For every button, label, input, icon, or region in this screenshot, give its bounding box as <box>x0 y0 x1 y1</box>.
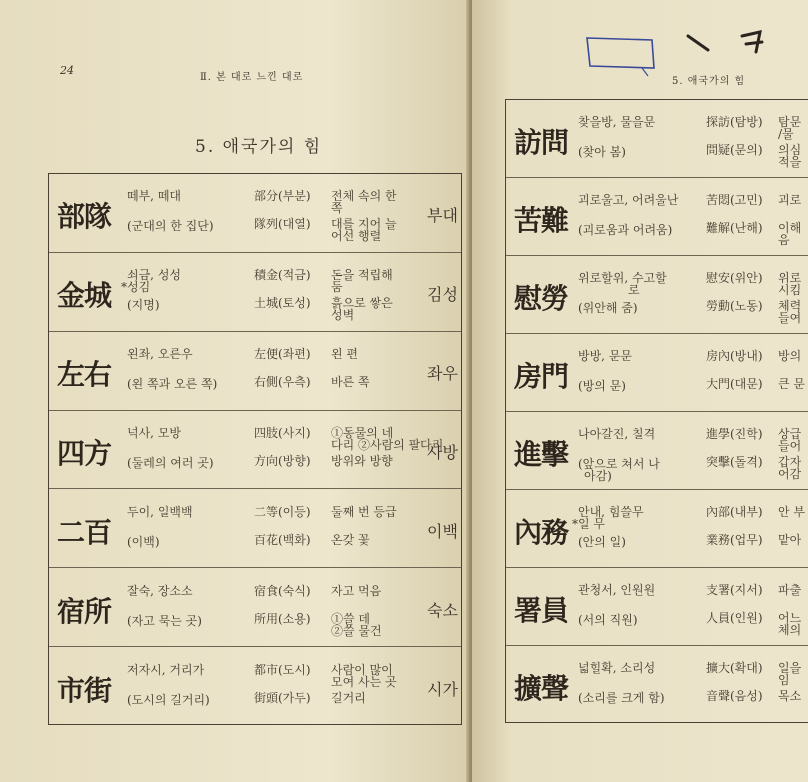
page-number: 24 <box>60 64 74 77</box>
korean-meaning: (자고 묵는 곳) <box>127 613 202 628</box>
hanja-gloss: 넓힐확, 소리성 <box>578 661 656 675</box>
related-meaning: 둘째 번 등급 <box>331 504 397 519</box>
running-head: Ⅱ. 본 대로 느낀 대로 <box>200 72 304 83</box>
related-meaning: 사람이 많이 <box>331 662 393 677</box>
hanja-gloss: 왼좌, 오른우 <box>127 347 193 362</box>
running-head: 5. 애국가의 힘 <box>672 76 746 87</box>
related-word: 音聲(음성) <box>706 689 763 703</box>
reading: 부대 <box>427 206 458 226</box>
korean-meaning: (안의 일) <box>578 535 626 549</box>
related-meaning: 전체 속의 한 <box>331 189 397 204</box>
hanja-headword: 內務 <box>514 516 569 549</box>
related-meaning-cont: 쪽 <box>331 201 343 216</box>
hanja-gloss: 쇠금, 성성 <box>127 268 181 283</box>
related-word: 探訪(탐방) <box>706 115 763 129</box>
reading: 사방 <box>427 442 458 462</box>
hanja-gloss: 방방, 문문 <box>578 349 632 363</box>
related-meaning-cont: 둠 <box>331 280 343 295</box>
hanja-headword: 擴聲 <box>514 672 569 705</box>
reading: 이백 <box>427 521 458 541</box>
right-page <box>472 0 808 782</box>
hanja-gloss: 떼부, 떼대 <box>127 189 181 204</box>
hanja-gloss: 위로할위, 수고할 <box>578 271 667 285</box>
vocab-table-right <box>505 99 808 723</box>
related-meaning-cont: 모여 사는 곳 <box>331 674 397 689</box>
related-meaning: 돈을 적립해 <box>331 268 393 283</box>
related-meaning-cont: 적을 <box>778 155 802 169</box>
related-meaning: 방위와 방향 <box>331 453 393 468</box>
korean-meaning: (지명) <box>127 298 160 313</box>
related-word: 方向(방향) <box>254 453 311 468</box>
related-word: 慰安(위안) <box>706 271 763 285</box>
hanja-gloss-note: *성김 <box>121 280 151 295</box>
hanja-headword: 訪問 <box>514 126 569 159</box>
hanja-headword: 署員 <box>514 594 569 627</box>
related-meaning-cont: 어감 <box>778 467 802 481</box>
related-meaning-cont: 임 <box>778 673 790 687</box>
related-meaning: 길거리 <box>331 690 366 705</box>
hanja-headword: 進擊 <box>514 438 569 471</box>
related-meaning: 온갖 꽃 <box>331 532 370 547</box>
hanja-gloss: 두이, 일백백 <box>127 504 193 519</box>
vocab-row <box>506 178 808 256</box>
vocab-row <box>49 253 461 332</box>
related-meaning: 이해 <box>778 221 802 235</box>
korean-meaning-cont: 아감) <box>584 469 612 483</box>
related-meaning: 괴로 <box>778 193 802 207</box>
korean-meaning: (앞으로 쳐서 나 <box>578 457 660 471</box>
section-title: 5. 애국가의 힘 <box>195 137 323 157</box>
korean-meaning: (찾아 봄) <box>578 145 626 159</box>
hanja-gloss: 괴로울고, 어려울난 <box>578 193 679 207</box>
related-meaning: 안 부 <box>778 505 805 519</box>
related-meaning-cont: 체의 <box>778 623 802 637</box>
vocab-table-left <box>48 173 462 725</box>
related-meaning-cont: 들어 <box>778 439 802 453</box>
related-word: 街頭(가두) <box>254 690 311 705</box>
related-meaning: 일을 <box>778 661 802 675</box>
related-word: 苦悶(고민) <box>706 193 763 207</box>
related-word: 四肢(사지) <box>254 425 311 440</box>
vocab-row <box>506 490 808 568</box>
related-meaning: 어느 <box>778 611 802 625</box>
related-word: 右側(우측) <box>254 375 311 390</box>
related-word: 房內(방내) <box>706 349 763 363</box>
korean-meaning: (둘레의 여러 곳) <box>127 455 214 470</box>
korean-meaning: (서의 직원) <box>578 613 638 627</box>
hanja-headword: 苦難 <box>514 204 569 237</box>
vocab-row <box>506 568 808 646</box>
related-word: 難解(난해) <box>706 221 763 235</box>
related-meaning: 자고 먹음 <box>331 583 382 598</box>
hanja-headword: 左右 <box>57 358 112 392</box>
related-meaning-cont: 다리 ②사람의 팔다리 <box>331 437 444 452</box>
vocab-row <box>506 256 808 334</box>
vocab-row <box>49 489 461 568</box>
pen-scribble <box>734 22 774 62</box>
related-word: 進學(진학) <box>706 427 763 441</box>
related-meaning: 목소 <box>778 689 802 703</box>
related-word: 百花(백화) <box>254 532 311 547</box>
vocab-row <box>49 647 461 726</box>
hanja-gloss: 나아갈진, 칠격 <box>578 427 656 441</box>
reading: 좌우 <box>427 364 458 384</box>
blue-pen-box <box>582 30 662 80</box>
related-word: 左便(좌편) <box>254 347 311 362</box>
hanja-headword: 市街 <box>57 673 112 707</box>
korean-meaning: (도시의 길거리) <box>127 692 210 707</box>
related-meaning: 상급 <box>778 427 802 441</box>
korean-meaning: (방의 문) <box>578 379 626 393</box>
related-word: 都市(도시) <box>254 662 311 677</box>
related-word: 積金(적금) <box>254 268 311 283</box>
related-meaning-cont: 시킴 <box>778 283 802 297</box>
related-word: 支署(지서) <box>706 583 763 597</box>
hanja-gloss: 관청서, 인원원 <box>578 583 656 597</box>
hanja-gloss: 안내, 힘쓸무 <box>578 505 644 519</box>
vocab-row <box>506 646 808 724</box>
related-word: 業務(업무) <box>706 533 763 547</box>
vocab-row <box>506 412 808 490</box>
reading: 숙소 <box>427 600 458 620</box>
korean-meaning: (위안해 줌) <box>578 301 638 315</box>
korean-meaning: (군대의 한 집단) <box>127 219 214 234</box>
hanja-gloss: 저자시, 거리가 <box>127 662 205 677</box>
vocab-row <box>49 568 461 647</box>
related-word: 人員(인원) <box>706 611 763 625</box>
vocab-row <box>49 411 461 490</box>
related-word: 問疑(문의) <box>706 143 763 157</box>
reading: 시가 <box>427 679 458 699</box>
related-meaning-cont: 성벽 <box>331 308 355 323</box>
korean-meaning: (이백) <box>127 534 160 549</box>
related-word: 擴大(확대) <box>706 661 763 675</box>
related-meaning: 맡아 <box>778 533 802 547</box>
related-meaning: 탐문 <box>778 115 802 129</box>
korean-meaning: (괴로움과 어려움) <box>578 223 673 237</box>
related-meaning: 의심 <box>778 143 802 157</box>
related-word: 部分(부분) <box>254 189 311 204</box>
hanja-gloss-note: *일 무 <box>572 517 605 531</box>
hanja-headword: 金城 <box>57 279 112 313</box>
korean-meaning: (소리를 크게 함) <box>578 691 665 705</box>
related-meaning-cont: 음 <box>778 233 790 247</box>
related-word: 宿食(숙식) <box>254 583 311 598</box>
hanja-headword: 部隊 <box>57 200 112 234</box>
related-meaning: 큰 문 <box>778 377 805 391</box>
related-meaning: 바른 쪽 <box>331 375 370 390</box>
hanja-headword: 房門 <box>514 360 569 393</box>
related-word: 突擊(돌격) <box>706 455 763 469</box>
reading: 김성 <box>427 285 458 305</box>
related-word: 所用(소용) <box>254 611 311 626</box>
related-meaning-cont: ②쓸 물건 <box>331 623 382 638</box>
related-meaning-cont: 어선 행렬 <box>331 229 382 244</box>
related-meaning-cont: 들여 <box>778 311 802 325</box>
hanja-headword: 宿所 <box>57 594 112 628</box>
vocab-row <box>49 174 461 253</box>
hanja-gloss: 잘숙, 장소소 <box>127 583 193 598</box>
related-meaning: 파출 <box>778 583 802 597</box>
vocab-row <box>506 334 808 412</box>
related-meaning: 흙으로 쌓은 <box>331 296 393 311</box>
related-word: 隊列(대열) <box>254 217 311 232</box>
hanja-headword: 慰勞 <box>514 282 569 315</box>
hanja-gloss: 찾을방, 물을문 <box>578 115 656 129</box>
related-meaning: ①동물의 네 <box>331 425 394 440</box>
related-word: 土城(토성) <box>254 296 311 311</box>
pen-stroke <box>684 28 714 58</box>
related-word: 內部(내부) <box>706 505 763 519</box>
related-meaning: 방의 <box>778 349 802 363</box>
related-word: 大門(대문) <box>706 377 763 391</box>
hanja-headword: 二百 <box>57 515 112 549</box>
related-meaning-cont: /물 <box>778 127 794 141</box>
related-meaning: 대를 지어 늘 <box>331 217 397 232</box>
related-meaning: 체력 <box>778 299 802 313</box>
hanja-headword: 四方 <box>57 436 112 470</box>
related-word: 二等(이등) <box>254 504 311 519</box>
related-meaning: 왼 편 <box>331 347 358 362</box>
hanja-gloss: 넉사, 모방 <box>127 425 181 440</box>
related-meaning: ①쓸 데 <box>331 611 370 626</box>
korean-meaning: (왼 쪽과 오른 쪽) <box>127 377 218 392</box>
hanja-gloss-note: 로 <box>628 283 640 297</box>
vocab-row <box>506 100 808 178</box>
related-meaning: 갑자 <box>778 455 802 469</box>
related-word: 勞動(노동) <box>706 299 763 313</box>
related-meaning: 위로 <box>778 271 802 285</box>
vocab-row <box>49 332 461 411</box>
